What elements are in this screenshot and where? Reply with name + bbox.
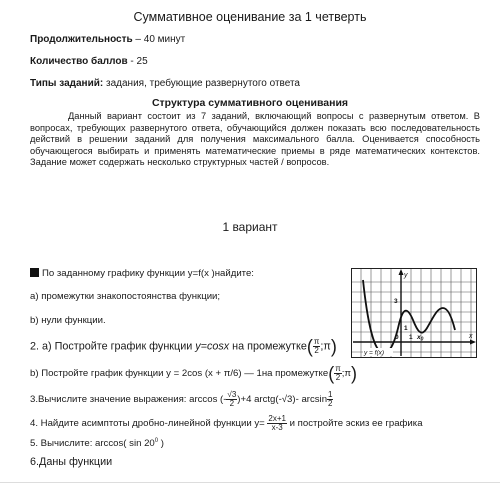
- fraction-numerator: 1: [328, 390, 333, 399]
- open-paren-icon: (: [306, 336, 313, 357]
- x-axis-label: x: [469, 333, 473, 340]
- types-label: Типы заданий:: [30, 78, 104, 89]
- task-2b-text: b) Постройте график функции y = 2cos (x + π/6) — 1на промежутке: [30, 368, 329, 380]
- task-1a: a) промежутки знакопостоянства функции;: [30, 291, 221, 302]
- task-2b-fraction: [334, 365, 342, 382]
- fraction-numerator: π: [335, 364, 341, 373]
- close-paren-icon: ): [351, 363, 358, 384]
- task-4-text: 4. Найдите асимптоты дробно-линейной функции y=: [30, 418, 268, 430]
- task-4: [30, 415, 423, 432]
- y-axis-label: y: [404, 272, 408, 279]
- task-3-text: 3.Вычислите значение выражения: arccos (-: [30, 394, 227, 406]
- task-2a: [30, 338, 337, 355]
- x0-subscript: 0: [420, 336, 424, 343]
- close-paren-icon: ): [330, 336, 337, 357]
- points-value: - 25: [127, 56, 148, 67]
- bullet-square-icon: [30, 268, 39, 277]
- task-1-intro-text: По заданному графику функции y=f(x )найдите:: [42, 268, 254, 279]
- variant-title: 1 вариант: [222, 220, 278, 234]
- structure-title: Структура суммативного оценивания: [151, 97, 349, 109]
- fraction-numerator: √3: [227, 390, 237, 399]
- fraction-denominator: 2: [335, 373, 341, 382]
- task-5-post: ): [158, 438, 164, 450]
- points-line: [30, 56, 148, 67]
- task-3-fraction-2: [327, 391, 333, 408]
- function-graph: [351, 268, 477, 358]
- duration-line: [30, 34, 185, 45]
- task-2a-rest: на промежутке: [229, 340, 307, 353]
- open-paren-icon: (: [328, 363, 335, 384]
- duration-label: Продолжительность: [30, 34, 133, 45]
- types-line: [30, 78, 300, 89]
- y-tick-1: 1: [404, 325, 408, 332]
- origin-label: 0: [395, 334, 399, 341]
- duration-value: – 40 минут: [132, 34, 186, 45]
- fraction-numerator: 2x+1: [268, 414, 286, 423]
- fraction-denominator: x-3: [271, 423, 283, 432]
- task-2a-text: 2. а) Постройте график функции: [30, 340, 196, 353]
- task-3: [30, 391, 333, 408]
- structure-paragraph: Данный вариант состоит из 7 заданий, включающий вопросы с развернутым ответом. В вопросах, требующих развернутого ответа, обучающийся должен показать всю последовательность действий в решении заданий для получения максимального балла. Оценивается способность обучающегося выбирать и применять математические приемы в ряде математических контекстов. Задание может содержать несколько структурных частей / вопросов.: [30, 111, 480, 168]
- interval-tail: ;π: [320, 340, 331, 353]
- task-3-mid: )+4 arctg(-√3)- arcsin: [237, 394, 328, 406]
- task-5-text: 5. Вычислите: arccos( sin 20: [30, 438, 155, 450]
- points-label: Количество баллов: [30, 56, 128, 67]
- fraction-denominator: 2: [229, 399, 235, 408]
- task-4-post: и постройте эскиз ее графика: [286, 418, 423, 430]
- degree-superscript: 0: [154, 438, 159, 444]
- task-1b: b) нули функции.: [30, 315, 106, 326]
- task-2a-func: y=cosx: [195, 340, 230, 353]
- fraction-denominator: 2: [328, 399, 333, 408]
- function-label: y = f(x): [364, 349, 385, 357]
- task-5: [30, 438, 164, 449]
- task-4-fraction: [267, 415, 287, 432]
- task-6: 6.Даны функции: [30, 456, 113, 468]
- task-3-fraction-1: [226, 391, 237, 408]
- page-title: Суммативное оценивание за 1 четверть: [133, 10, 367, 24]
- task-1-intro: [30, 268, 254, 279]
- types-value: задания, требующие развернутого ответа: [103, 78, 300, 89]
- fraction-denominator: 2: [314, 346, 319, 355]
- x-tick-1: 1: [409, 334, 413, 341]
- y-tick-3: 3: [394, 298, 398, 305]
- task-2b: [30, 365, 357, 382]
- page-bottom-edge: [0, 482, 500, 502]
- interval-tail: ;π: [341, 368, 352, 380]
- fraction-numerator: π: [313, 337, 320, 346]
- x0-letter: x: [417, 334, 421, 341]
